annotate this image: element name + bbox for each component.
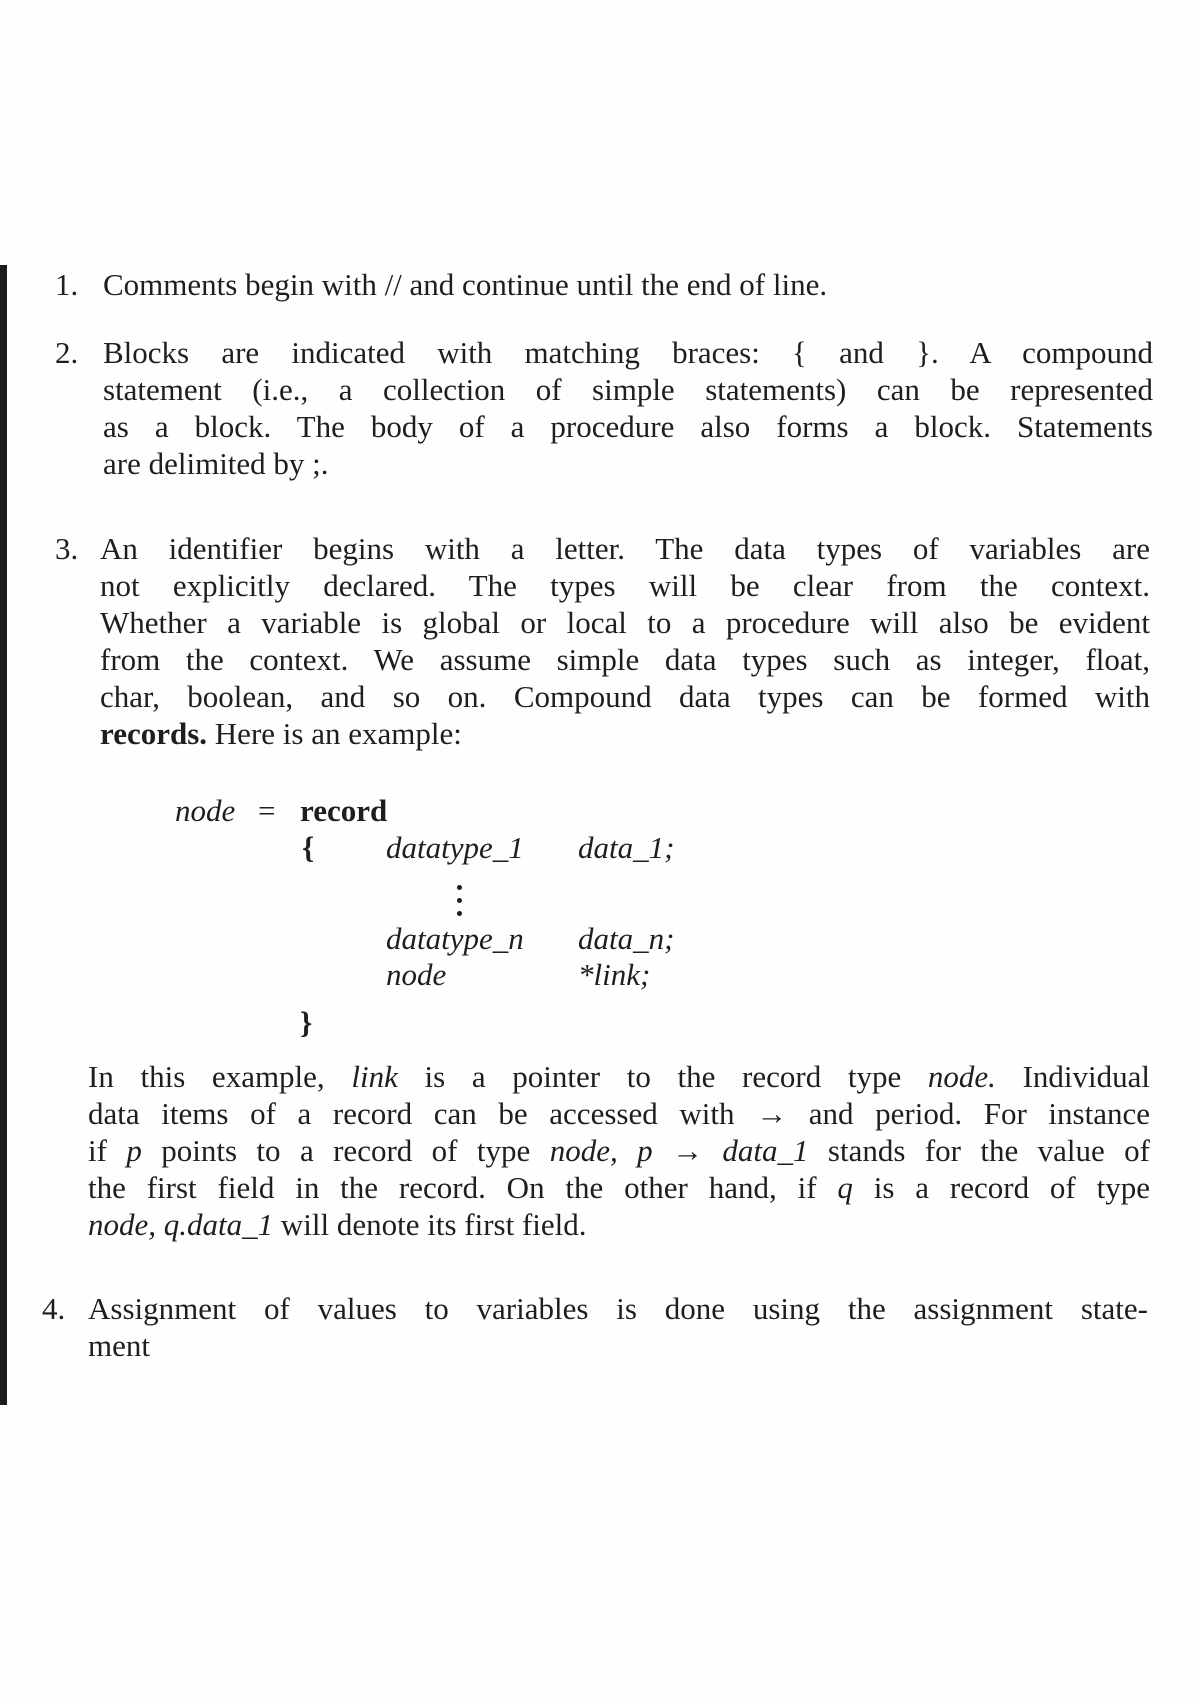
code-equals: =: [258, 793, 276, 828]
text-line: not explicitly declared. The types will be clear from the context.: [100, 568, 1150, 603]
item-number: 1.: [55, 267, 79, 302]
code-data-1: data_1;: [578, 830, 675, 865]
records-keyword: records.: [100, 716, 208, 751]
text-line: An identifier begins with a letter. The data types of variables are: [100, 531, 1150, 566]
code-record-keyword: record: [300, 793, 388, 828]
item-text: [103, 334, 1153, 482]
text-line: Assignment of values to variables is done using the assignment state-: [88, 1291, 1148, 1326]
code-node-lhs: node: [175, 793, 236, 828]
text-run: In this example,: [88, 1059, 352, 1094]
text-line: [88, 1169, 1150, 1206]
text-run: is a record of type: [852, 1170, 1150, 1205]
vertical-ellipsis: [457, 885, 463, 924]
text-run: Individual: [995, 1059, 1150, 1094]
text-run-italic: node, p → data_1: [549, 1133, 809, 1168]
text-line: data items of a record can be accessed with → and period. For instance: [88, 1096, 1150, 1131]
text-run-italic: node.: [927, 1059, 996, 1094]
text-line: [88, 1058, 1150, 1095]
code-type-n: datatype_n: [386, 921, 524, 956]
text-line: statement (i.e., a collection of simple statements) can be represented: [103, 372, 1153, 407]
text-run: stands for the value of: [808, 1133, 1150, 1168]
code-link-field: *link;: [578, 957, 651, 992]
item-number: 2.: [55, 335, 79, 370]
text-line: [88, 1206, 1150, 1243]
item-text: [88, 1290, 1148, 1364]
page-edge-shadow: [0, 265, 7, 1405]
text-line: [88, 1132, 1150, 1169]
text-line: char, boolean, and so on. Compound data types can be formed with: [100, 679, 1150, 714]
text-line: ment: [88, 1328, 150, 1363]
text-line: Comments begin with // and continue until the end of line.: [103, 267, 828, 302]
text-line: [100, 715, 1150, 752]
item-number: 3.: [55, 531, 79, 566]
text-line: as a block. The body of a procedure also forms a block. Statements: [103, 409, 1153, 444]
text-run: the first field in the record. On the other hand, if: [88, 1170, 838, 1205]
text-run: is a pointer to the record type: [397, 1059, 928, 1094]
code-data-n: data_n;: [578, 921, 675, 956]
item-text: [103, 266, 983, 303]
explanation-paragraph: [88, 1058, 1150, 1243]
code-type-node: node: [386, 957, 447, 992]
code-type-1: datatype_1: [386, 830, 524, 865]
item-number: 4.: [42, 1291, 66, 1326]
item-text: [100, 530, 1150, 752]
example-intro: Here is an example:: [207, 716, 462, 751]
text-run-italic: p: [126, 1133, 142, 1168]
text-line: Whether a variable is global or local to a procedure will also be evident: [100, 605, 1150, 640]
code-open-brace: {: [302, 830, 315, 865]
text-line: are delimited by ;.: [103, 446, 329, 481]
text-run-italic: link: [351, 1059, 398, 1094]
text-run-italic: q: [837, 1170, 853, 1205]
text-line: from the context. We assume simple data types such as integer, float,: [100, 642, 1150, 677]
text-run: will denote its first field.: [273, 1207, 587, 1242]
text-line: Blocks are indicated with matching braces: { and }. A compound: [103, 335, 1153, 370]
code-close-brace: }: [300, 1005, 313, 1040]
text-run-italic: node, q.data_1: [88, 1207, 274, 1242]
text-run: points to a record of type: [141, 1133, 550, 1168]
text-run: if: [88, 1133, 127, 1168]
